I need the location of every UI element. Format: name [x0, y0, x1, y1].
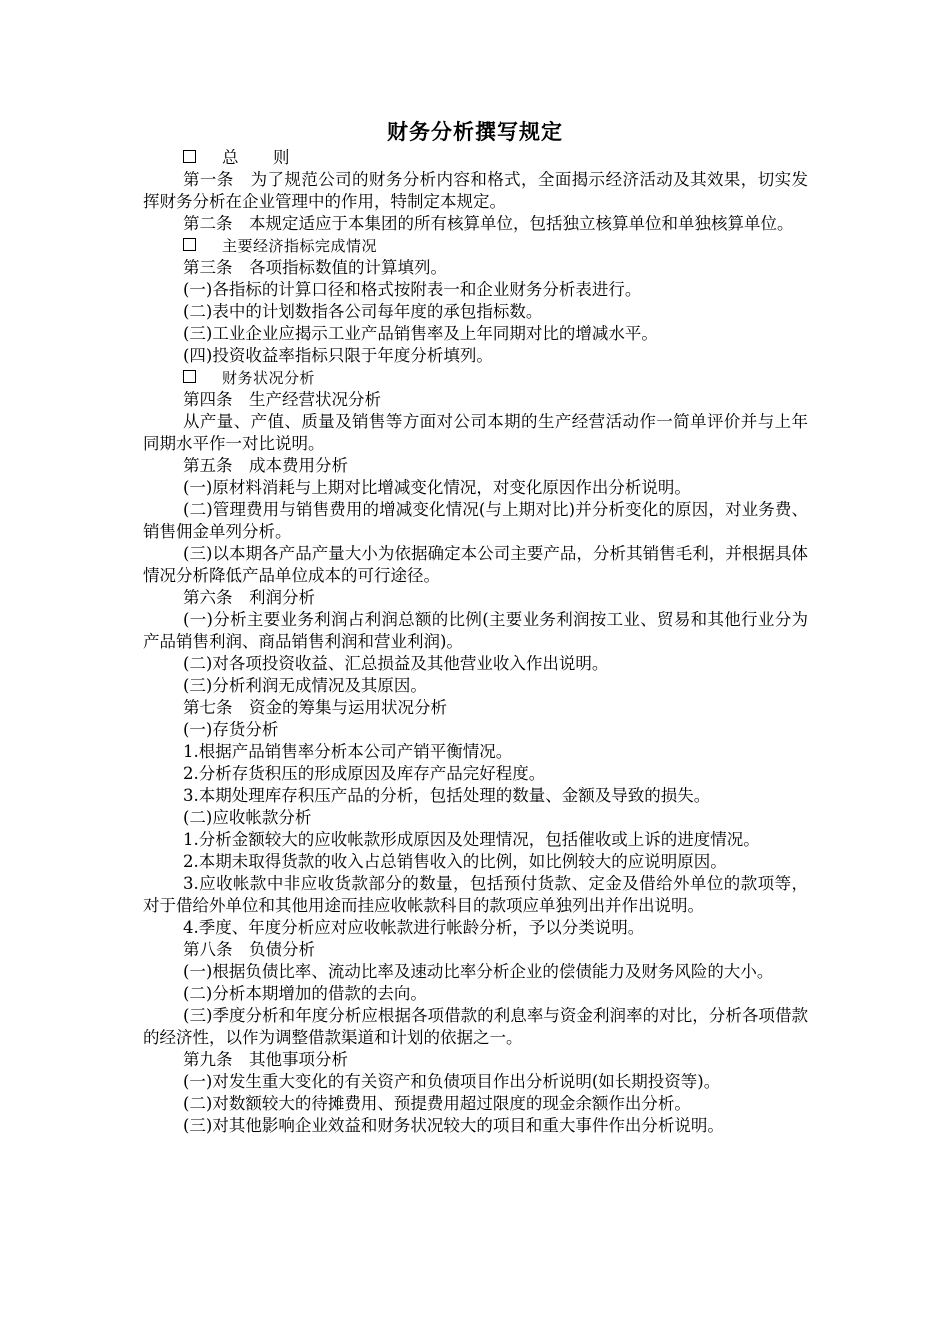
- checkbox-icon: [183, 370, 196, 383]
- paragraph: 第一条 为了规范公司的财务分析内容和格式，全面揭示经济活动及其效果，切实发挥财务分析在企业管理中的作用，特制定本规定。: [143, 170, 808, 211]
- paragraph: (三)工业企业应揭示工业产品销售率及上年同期对比的增减水平。: [183, 324, 658, 343]
- paragraph: (二)对数额较大的待摊费用、预提费用超过限度的现金余额作出分析。: [183, 1094, 691, 1113]
- paragraph: 第五条 成本费用分析: [183, 456, 348, 475]
- paragraph: (四)投资收益率指标只限于年度分析填列。: [183, 346, 493, 365]
- paragraph: (二)表中的计划数指各公司每年度的承包指标数。: [183, 302, 543, 321]
- paragraph: 3.应收帐款中非应收货款部分的数量，包括预付货款、定金及借给外单位的款项等，对于借给外单位和其他用途而挂应收帐款科目的款项应单独列出并作出说明。: [143, 874, 808, 915]
- paragraph: 第二条 本规定适应于本集团的所有核算单位，包括独立核算单位和单独核算单位。: [183, 214, 794, 233]
- paragraph: (二)管理费用与销售费用的增减变化情况(与上期对比)并分析变化的原因，对业务费、销售佣金单列分析。: [143, 500, 808, 541]
- paragraph: (三)对其他影响企业效益和财务状况较大的项目和重大事件作出分析说明。: [183, 1116, 724, 1135]
- paragraph: (二)分析本期增加的借款的去向。: [183, 984, 427, 1003]
- paragraph: 第六条 利润分析: [183, 588, 315, 607]
- section-heading: [143, 235, 808, 257]
- paragraph: 从产量、产值、质量及销售等方面对公司本期的生产经营活动作一简单评价并与上年同期水平作一对比说明。: [143, 412, 808, 453]
- section-heading-text: 总 则: [222, 148, 290, 167]
- paragraph: 2.分析存货积压的形成原因及库存产品完好程度。: [183, 764, 546, 783]
- paragraph: 2.本期未取得货款的收入占总销售收入的比例，如比例较大的应说明原因。: [183, 852, 727, 871]
- paragraph: 第九条 其他事项分析: [183, 1050, 348, 1069]
- paragraph: (一)根据负债比率、流动比率及速动比率分析企业的偿债能力及财务风险的大小。: [183, 962, 774, 981]
- section-heading: [143, 147, 808, 169]
- paragraph: (一)原材料消耗与上期对比增减变化情况，对变化原因作出分析说明。: [183, 478, 691, 497]
- section-heading-text: 财务状况分析: [222, 369, 316, 387]
- document-body: [143, 147, 808, 1137]
- paragraph: 第四条 生产经营状况分析: [183, 390, 381, 409]
- paragraph: 3.本期处理库存积压产品的分析，包括处理的数量、金额及导致的损失。: [183, 786, 711, 805]
- paragraph: 第八条 负债分析: [183, 940, 315, 959]
- paragraph: 第七条 资金的筹集与运用状况分析: [183, 698, 447, 717]
- paragraph: (三)分析利润无成情况及其原因。: [183, 676, 427, 695]
- paragraph: 1.根据产品销售率分析本公司产销平衡情况。: [183, 742, 513, 761]
- paragraph: (一)各指标的计算口径和格式按附表一和企业财务分析表进行。: [183, 280, 642, 299]
- paragraph: 第三条 各项指标数值的计算填列。: [183, 258, 447, 277]
- paragraph: 4.季度、年度分析应对应收帐款进行帐龄分析，予以分类说明。: [183, 918, 645, 937]
- paragraph: (一)分析主要业务利润占利润总额的比例(主要业务利润按工业、贸易和其他行业分为产品销售利润、商品销售利润和营业利润)。: [143, 610, 808, 651]
- paragraph: (二)应收帐款分析: [183, 808, 312, 827]
- section-heading: [143, 367, 808, 389]
- paragraph: (一)存货分析: [183, 720, 279, 739]
- checkbox-icon: [183, 238, 196, 251]
- section-heading-text: 主要经济指标完成情况: [222, 237, 378, 255]
- checkbox-icon: [183, 150, 196, 163]
- paragraph: (一)对发生重大变化的有关资产和负债项目作出分析说明(如长期投资等)。: [183, 1072, 721, 1091]
- document-title: 财务分析撰写规定: [387, 120, 563, 144]
- paragraph: (三)季度分析和年度分析应根据各项借款的利息率与资金利润率的对比，分析各项借款的经济性，以作为调整借款渠道和计划的依据之一。: [143, 1006, 808, 1047]
- paragraph: (二)对各项投资收益、汇总损益及其他营业收入作出说明。: [183, 654, 609, 673]
- paragraph: 1.分析金额较大的应收帐款形成原因及处理情况，包括催收或上诉的进度情况。: [183, 830, 760, 849]
- paragraph: (三)以本期各产品产量大小为依据确定本公司主要产品，分析其销售毛利，并根据具体情况分析降低产品单位成本的可行途径。: [143, 544, 808, 585]
